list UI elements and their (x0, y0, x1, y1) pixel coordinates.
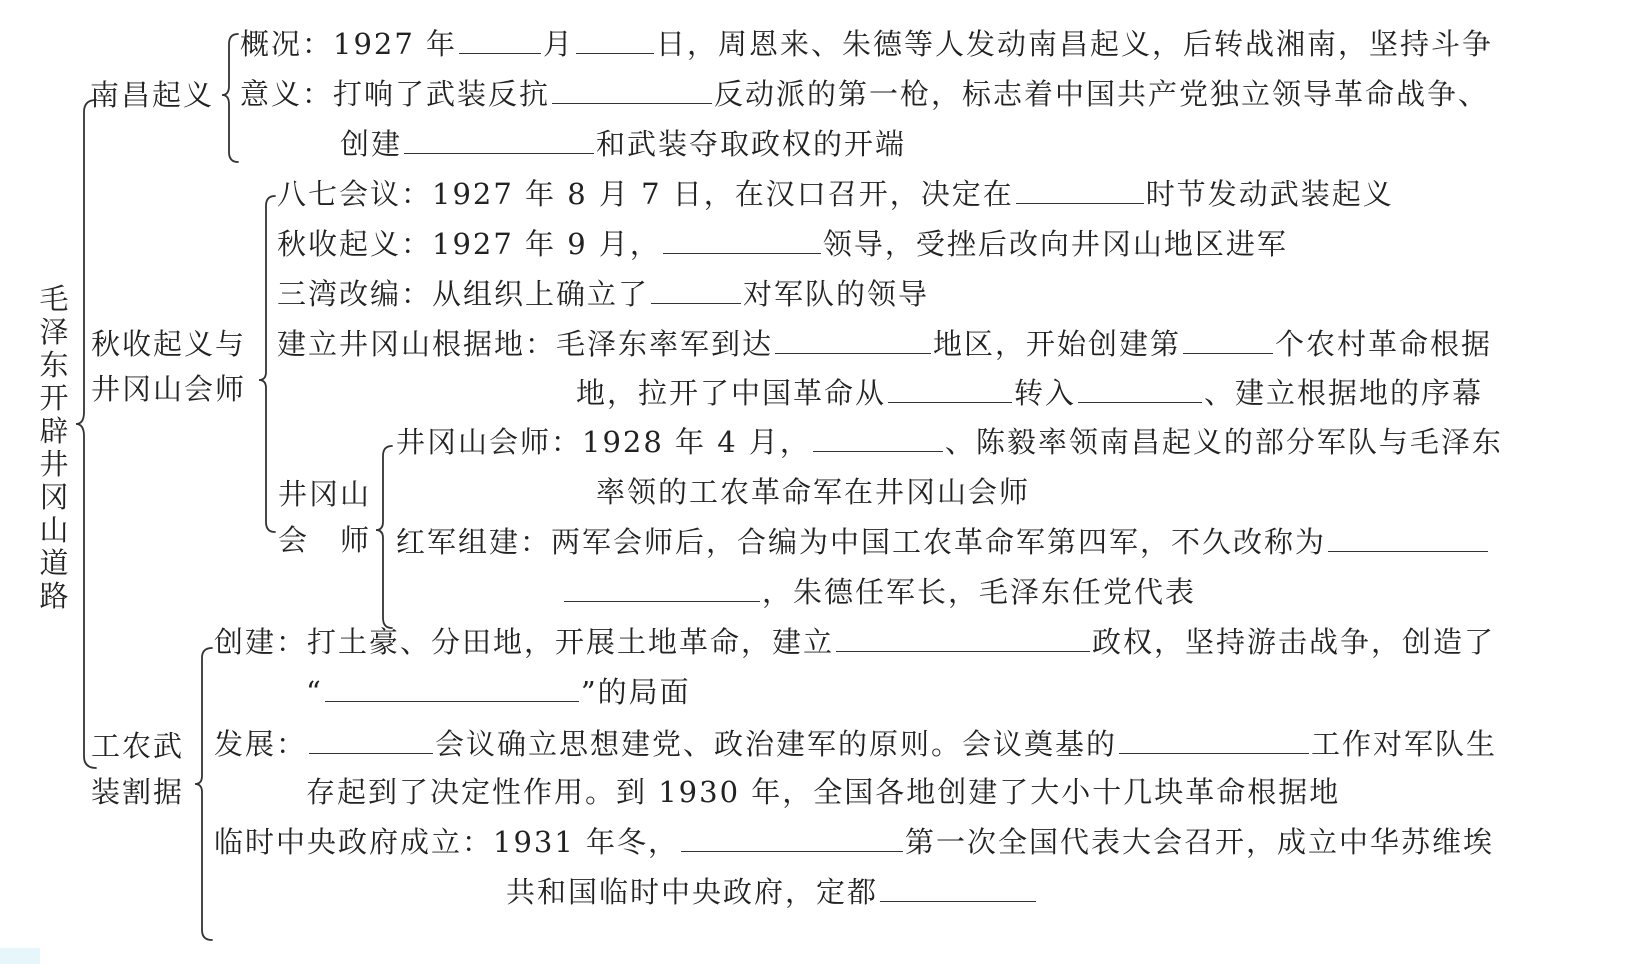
august7-line: 八七会议：1927 年 8 月 7 日，在汉口召开，决定在 时节发动武装起义 (277, 177, 1394, 211)
blank-army-name-b[interactable] (564, 579, 760, 602)
blank-army[interactable] (404, 131, 594, 154)
blank-ordinal[interactable] (1183, 331, 1273, 354)
autumn-uprising-line: 秋收起义：1927 年 9 月， 领导，受挫后改向井冈山地区进军 (277, 227, 1288, 261)
armed-title-line1: 工农武 (91, 729, 185, 763)
meeting-join-line2: 率领的工农革命军在井冈山会师 (596, 475, 1031, 509)
gov-line2: 共和国临时中央政府，定都 (506, 874, 1038, 910)
blank-commander[interactable] (813, 429, 943, 452)
blank-party-leadership[interactable] (651, 281, 741, 304)
autumn-title-line2: 井冈山会师 (91, 372, 247, 406)
blank-day[interactable] (576, 31, 654, 54)
blank-reactionary[interactable] (552, 81, 712, 104)
blank-situation[interactable] (325, 679, 579, 702)
meeting-join-line1: 井冈山会师：1928 年 4 月， 、陈毅率领南昌起义的部分军队与毛泽东 (396, 425, 1503, 459)
blank-region[interactable] (775, 331, 931, 354)
nanchang-title: 南昌起义 (90, 78, 215, 112)
meeting-bracket (376, 446, 392, 628)
root-title: 毛 泽 东 开 辟 井 冈 山 道 路 (39, 282, 69, 613)
nanchang-significance-line2: 创建 和武装夺取政权的开端 (340, 127, 907, 161)
blank-meeting[interactable] (309, 731, 433, 754)
armed-develop-line2: 存起到了决定性作用。到 1930 年，全国各地创建了大小十几块革命根据地 (306, 775, 1341, 809)
nanchang-overview-line: 概况：1927 年 月 日，周恩来、朱德等人发动南昌起义，后转战湘南，坚持斗争 (240, 27, 1494, 61)
meeting-title-line2: 会 师 (278, 523, 372, 557)
blank-regime[interactable] (836, 629, 1090, 652)
gov-line1: 临时中央政府成立：1931 年冬， 第一次全国代表大会召开，成立中华苏维埃 (214, 825, 1495, 859)
autumn-title-line1: 秋收起义与 (91, 327, 247, 361)
base-line1: 建立井冈山根据地：毛泽东率军到达 地区，开始创建第 个农村革命根据 (277, 327, 1493, 361)
armed-create-line2: “ ”的局面 (306, 675, 691, 709)
blank-from[interactable] (888, 380, 1012, 403)
blank-congress[interactable] (681, 829, 903, 852)
blank-month[interactable] (459, 31, 541, 54)
blank-army-name-a[interactable] (1328, 529, 1488, 552)
meeting-title-line1: 井冈山 (278, 477, 372, 511)
armed-bracket (195, 648, 212, 940)
red-army-line2: ，朱德任军长，毛泽东任党代表 (562, 574, 1196, 610)
armed-title-line2: 装割据 (91, 775, 185, 809)
blank-to[interactable] (1078, 380, 1202, 403)
main-bracket (76, 100, 96, 768)
red-army-line1: 红军组建：两军会师后，合编为中国工农革命军第四军，不久改称为 (396, 524, 1490, 560)
blank-leader[interactable] (663, 231, 821, 254)
blank-capital[interactable] (880, 879, 1036, 902)
sanwan-line: 三湾改编：从组织上确立了 对军队的领导 (277, 277, 930, 311)
blank-season[interactable] (1016, 181, 1144, 204)
armed-develop-line1: 发展： 会议确立思想建党、政治建军的原则。会议奠基的 工作对军队生 (214, 727, 1498, 761)
autumn-bracket (259, 196, 275, 532)
nanchang-significance-line1: 意义：打响了武装反抗 反动派的第一枪，标志着中国共产党独立领导革命战争、 (240, 77, 1490, 111)
base-line2: 地，拉开了中国革命从 转入 、建立根据地的序幕 (576, 376, 1484, 410)
armed-create-line1: 创建：打土豪、分田地，开展土地革命，建立 政权，坚持游击战争，创造了 (214, 625, 1496, 659)
nanchang-bracket (222, 34, 238, 162)
blank-work[interactable] (1119, 731, 1309, 754)
